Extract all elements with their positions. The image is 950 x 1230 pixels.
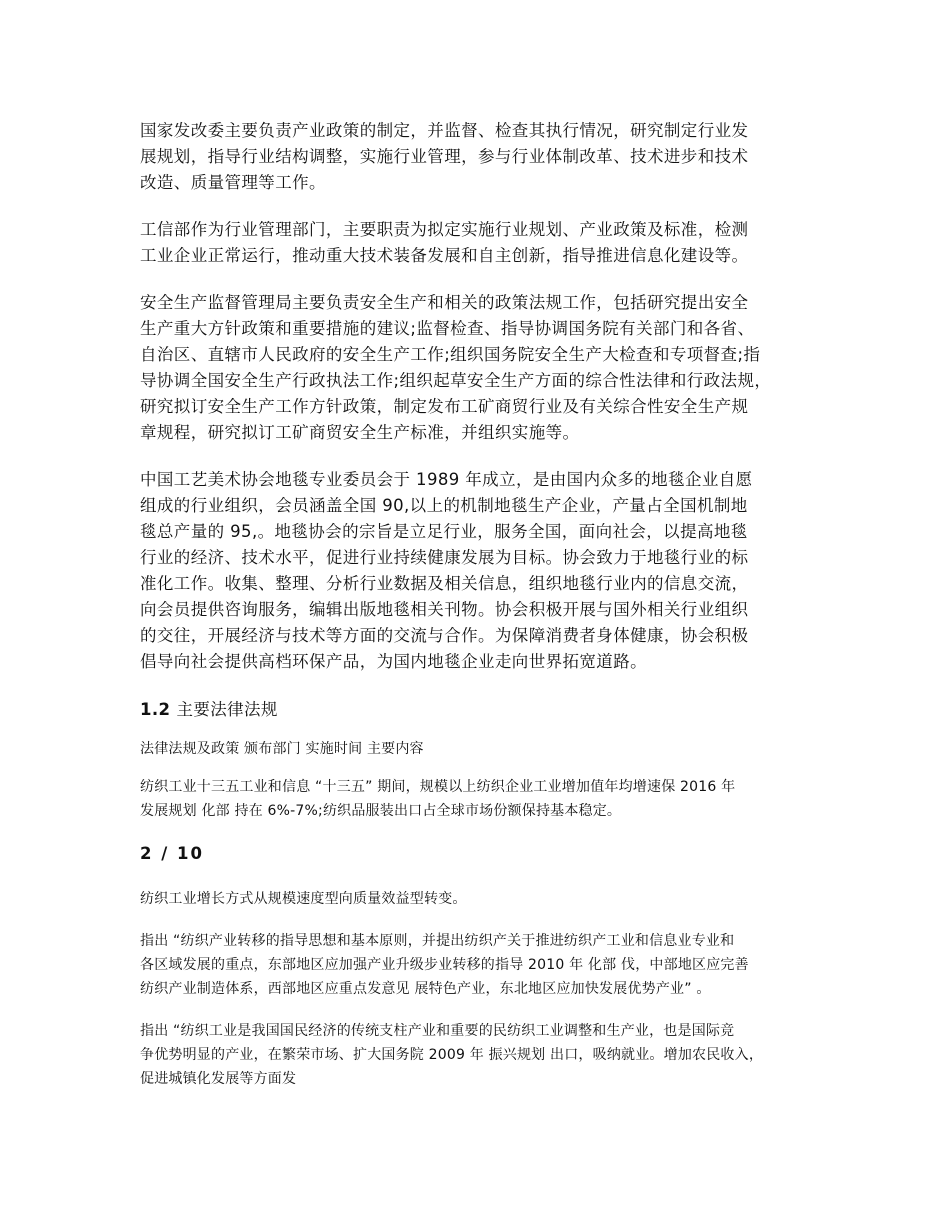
text-line: 安全生产监督管理局主要负责安全生产和相关的政策法规工作，包括研究提出安全 <box>140 293 749 312</box>
section-heading <box>140 697 830 723</box>
text-line: 国家发改委主要负责产业政策的制定，并监督、检查其执行情况，研究制定行业发 <box>140 121 749 140</box>
paragraph-ndrc <box>140 118 830 196</box>
table-row <box>140 1019 830 1091</box>
table-row <box>140 775 830 823</box>
text-line: 准化工作。收集、整理、分析行业数据及相关信息，组织地毯行业内的信息交流， <box>140 574 749 593</box>
text-line: 行业的经济、技术水平，促进行业持续健康发展为目标。协会致力于地毯行业的标 <box>140 548 749 567</box>
text-line: 中国工艺美术协会地毯专业委员会于 1989 年成立，是由国内众多的地毯企业自愿 <box>140 470 753 489</box>
text-line: 纺织工业十三五工业和信息 “十三五” 期间，规模以上纺织企业工业增加值年均增速保 2016 年 <box>140 779 736 795</box>
text-line: 工业企业正常运行，推动重大技术装备发展和自主创新，指导推进信息化建设等。 <box>140 246 749 265</box>
text-line: 向会员提供咨询服务，编辑出版地毯相关刊物。协会积极开展与国外相关行业组织 <box>140 600 749 619</box>
text-line: 改造、质量管理等工作。 <box>140 173 326 192</box>
section-number: 1.2 <box>140 700 171 719</box>
text-line: 指出 “纺织产业转移的指导思想和基本原则，并提出纺织产关于推进纺织产工业和信息业专业和 <box>140 933 735 949</box>
paragraph-safety <box>140 290 830 446</box>
text-line: 纺织工业增长方式从规模速度型向质量效益型转变。 <box>140 891 467 907</box>
text-line: 组成的行业组织，会员涵盖全国 90,以上的机制地毯生产企业，产量占全国机制地 <box>140 496 748 515</box>
text-line: 指出 “纺织工业是我国国民经济的传统支柱产业和重要的民纺织工业调整和生产业，也是国际竞 <box>140 1023 735 1039</box>
text-line: 工信部作为行业管理部门，主要职责为拟定实施行业规划、产业政策及标准，检测 <box>140 220 749 239</box>
text-line: 展规划，指导行业结构调整，实施行业管理，参与行业体制改革、技术进步和技术 <box>140 147 749 166</box>
text-line: 各区域发展的重点，东部地区应加强产业升级步业转移的指导 2010 年 化部 伐，中部地区应完善 <box>140 957 749 973</box>
text-line: 生产重大方针政策和重要措施的建议;监督检查、指导协调国务院有关部门和各省、 <box>140 319 755 338</box>
text-line: 促进城镇化发展等方面发 <box>140 1071 297 1087</box>
text-line: 争优势明显的产业，在繁荣市场、扩大国务院 2009 年 振兴规划 出口，吸纳就业。增加农民收入， <box>140 1047 764 1063</box>
text-line: 的交往，开展经济与技术等方面的交流与合作。为保障消费者身体健康，协会积极 <box>140 626 749 645</box>
table-row <box>140 887 830 911</box>
table-row <box>140 929 830 1001</box>
text-line: 纺织产业制造体系，西部地区应重点发意见 展特色产业，东北地区应加快发展优势产业” 。 <box>140 981 711 997</box>
paragraph-carpet-association <box>140 467 830 675</box>
text-line: 导协调全国安全生产行政执法工作;组织起草安全生产方面的综合性法律和行政法规， <box>140 371 772 390</box>
text-line: 自治区、直辖市人民政府的安全生产工作;组织国务院安全生产大检查和专项督查;指 <box>140 345 761 364</box>
paragraph-miit <box>140 217 830 269</box>
section-title: 主要法律法规 <box>176 700 278 719</box>
table-header: 法律法规及政策 颁布部门 实施时间 主要内容 <box>140 741 424 757</box>
page-number: 2 / 10 <box>140 844 204 863</box>
text-line: 章规程，研究拟订工矿商贸安全生产标准，并组织实施等。 <box>140 423 580 442</box>
text-line: 倡导向社会提供高档环保产品，为国内地毯企业走向世界拓宽道路。 <box>140 652 647 671</box>
text-line: 发展规划 化部 持在 6%-7%;纺织品服装出口占全球市场份额保持基本稳定。 <box>140 803 622 819</box>
text-line: 研究拟订安全生产工作方针政策，制定发布工矿商贸行业及有关综合性安全生产规 <box>140 397 749 416</box>
text-line: 毯总产量的 95,。地毯协会的宗旨是立足行业，服务全国，面向社会，以提高地毯 <box>140 522 748 541</box>
